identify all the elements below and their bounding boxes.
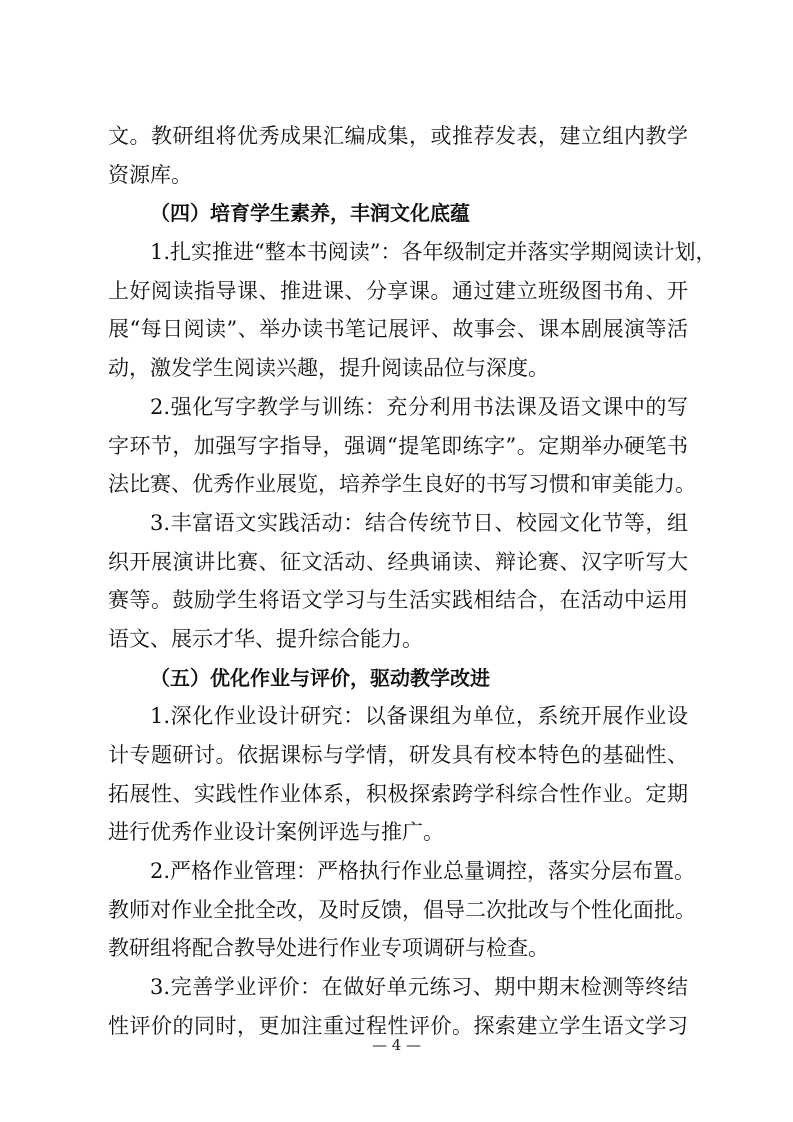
section-heading: （四）培育学生素养，丰润文化底蕴 [150,201,470,226]
text-line: 展“每日阅读”、举办读书笔记展评、故事会、课本剧展演等活 [108,317,688,342]
text-line: 法比赛、优秀作业展览，培养学生良好的书写习惯和审美能力。 [108,472,696,497]
section-heading: （五）优化作业与评价，驱动教学改进 [150,665,490,690]
text-line: 进行优秀作业设计案例评选与推广。 [108,820,444,845]
text-line: 语文、展示才华、提升综合能力。 [108,626,423,651]
text-line: 文。教研组将优秀成果汇编成集，或推荐发表，建立组内教学 [108,124,688,148]
text-line: 性评价的同时，更加注重过程性评价。探索建立学生语文学习 [108,1013,688,1038]
text-line: 教师对作业全批全改，及时反馈，倡导二次批改与个性化面批。 [108,897,696,922]
text-line: 拓展性、实践性作业体系，积极探索跨学科综合性作业。定期 [108,781,688,806]
text-line: 上好阅读指导课、推进课、分享课。通过建立班级图书角、开 [108,278,688,303]
text-line: 赛等。鼓励学生将语文学习与生活实践相结合，在活动中运用 [108,588,688,613]
text-line: 计专题研讨。依据课标与学情，研发具有校本特色的基础性、 [108,743,688,767]
text-line: 2.严格作业管理：严格执行作业总量调控，落实分层布置。 [150,859,696,884]
text-line: 教研组将配合教导处进行作业专项调研与检查。 [108,936,549,961]
text-line: 资源库。 [108,162,192,187]
document-body [108,117,717,1046]
text-line: 1.扎实推进“整本书阅读”：各年级制定并落实学期阅读计划， [150,240,717,265]
text-line: 3.丰富语文实践活动：结合传统节日、校园文化节等，组 [150,510,688,535]
text-line: 动，激发学生阅读兴趣，提升阅读品位与深度。 [108,356,549,381]
page-number: — 4 — [371,1036,422,1054]
text-line: 2.强化写字教学与训练：充分利用书法课及语文课中的写 [150,394,688,419]
text-line: 3.完善学业评价：在做好单元练习、期中期末检测等终结 [150,975,688,1000]
text-line: 字环节，加强写字指导，强调“提笔即练字”。定期举办硬笔书 [108,433,688,458]
text-line: 织开展演讲比赛、征文活动、经典诵读、辩论赛、汉字听写大 [108,549,688,574]
text-line: 1.深化作业设计研究：以备课组为单位，系统开展作业设 [150,704,688,729]
